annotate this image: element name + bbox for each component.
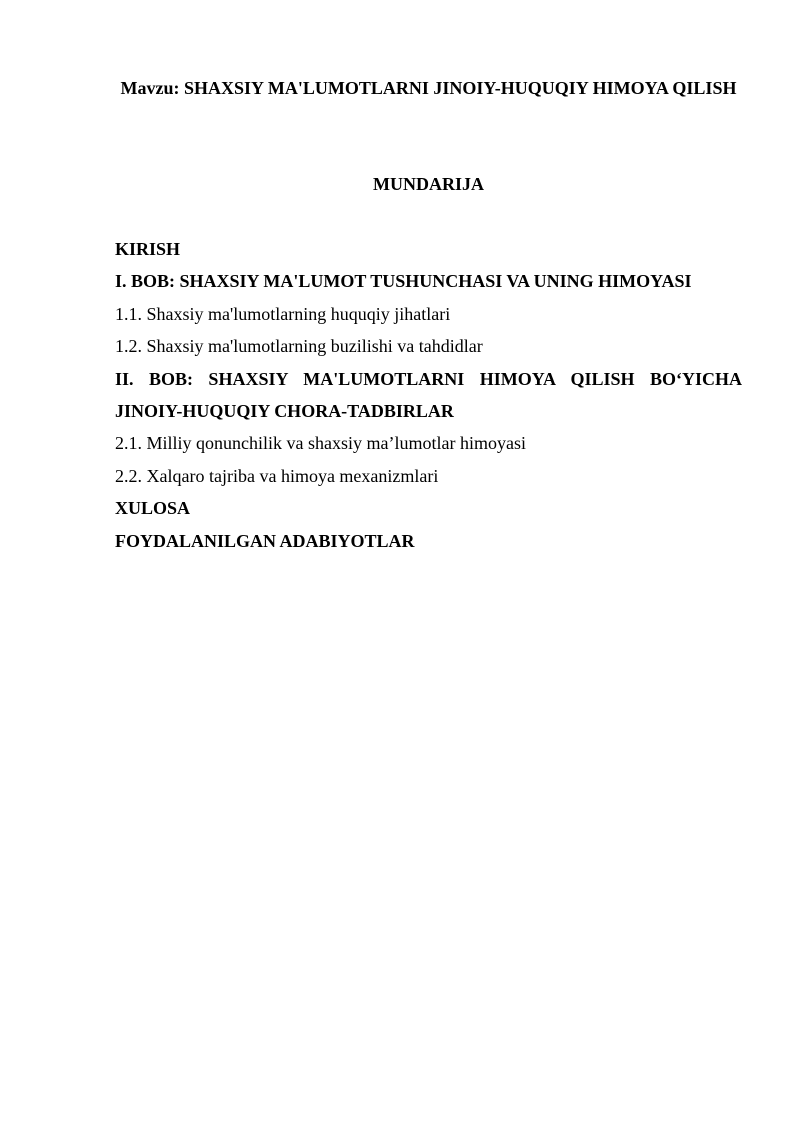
toc-item-conclusion: XULOSA (115, 498, 191, 519)
table-of-contents (115, 233, 742, 557)
toc-item-chapter-2-line-1: II. BOB: SHAXSIY MA'LUMOTLARNI HIMOYA QILISH BO‘YICHA (115, 368, 742, 389)
toc-item-section-2-2: 2.2. Xalqaro tajriba va himoya mexanizmlari (115, 465, 439, 486)
toc-item-section-2-1: 2.1. Milliy qonunchilik va shaxsiy ma’lumotlar himoyasi (115, 433, 526, 454)
toc-item-chapter-2 (115, 363, 742, 428)
toc-item-section-1-2: 1.2. Shaxsiy ma'lumotlarning buzilishi va tahdidlar (115, 336, 483, 357)
toc-item-section-1-1: 1.1. Shaxsiy ma'lumotlarning huquqiy jihatlari (115, 303, 451, 324)
toc-item-references: FOYDALANILGAN ADABIYOTLAR (115, 530, 415, 551)
contents-heading: MUNDARIJA (373, 174, 484, 194)
document-title: Mavzu: SHAXSIY MA'LUMOTLARNI JINOIY-HUQUQIY HIMOYA QILISH (120, 78, 737, 98)
toc-item-chapter-2-line-2: JINOIY-HUQUQIY CHORA-TADBIRLAR (115, 401, 454, 422)
toc-item-chapter-1: I. BOB: SHAXSIY MA'LUMOT TUSHUNCHASI VA UNING HIMOYASI (115, 271, 692, 292)
toc-item-introduction: KIRISH (115, 239, 181, 259)
